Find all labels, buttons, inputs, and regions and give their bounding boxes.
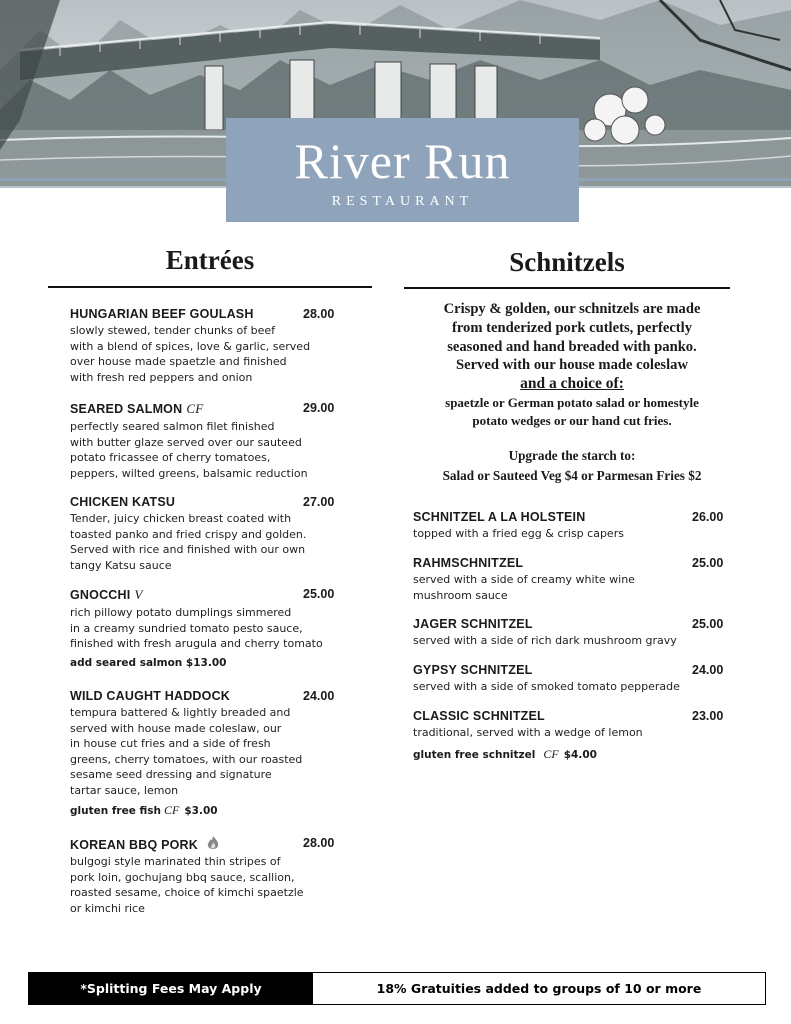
item-price: 25.00 xyxy=(692,556,724,570)
menu-item xyxy=(413,617,733,649)
logo-box xyxy=(226,118,579,222)
schnitzels-rule xyxy=(404,287,730,289)
item-description: rich pillowy potato dumplings simmered in a creamy sundried tomato pesto sauce, finished with fresh arugula and cherry tomato xyxy=(70,606,323,651)
menu-item xyxy=(413,510,733,542)
entrees-rule xyxy=(48,286,372,288)
menu-item xyxy=(70,587,370,652)
menu-item xyxy=(70,689,370,799)
menu-item xyxy=(70,836,370,916)
item-tag: CF xyxy=(164,803,180,817)
addon-note: gluten free fish CF $3.00 xyxy=(70,803,218,817)
flame-icon xyxy=(207,836,219,851)
entrees-heading: Entrées xyxy=(165,245,255,275)
item-name: WILD CAUGHT HADDOCK xyxy=(70,689,231,703)
menu-item xyxy=(70,401,370,481)
item-description: bulgogi style marinated thin stripes of pork loin, gochujang bbq sauce, scallion, roasted sesame, choice of kimchi spaetzle or kimchi rice xyxy=(70,855,304,915)
item-name: KOREAN BBQ PORK xyxy=(70,836,370,852)
item-tag: CF xyxy=(186,401,204,416)
item-price: 27.00 xyxy=(303,495,335,509)
item-price: 29.00 xyxy=(303,401,335,415)
item-name: CLASSIC SCHNITZEL xyxy=(413,709,545,723)
item-description: traditional, served with a wedge of lemon xyxy=(413,726,643,739)
menu-item xyxy=(70,307,370,385)
item-description: Tender, juicy chicken breast coated with toasted panko and fried crispy and golden. Served with rice and finished with our own tangy Katsu sauce xyxy=(70,512,307,572)
item-name: SCHNITZEL A LA HOLSTEIN xyxy=(413,510,586,524)
item-price: 28.00 xyxy=(303,836,335,850)
item-price: 28.00 xyxy=(303,307,335,321)
item-tag: CF xyxy=(543,747,559,761)
item-name: JAGER SCHNITZEL xyxy=(413,617,533,631)
addon-note: add seared salmon $13.00 xyxy=(70,657,227,669)
item-description: perfectly seared salmon filet finished with butter glaze served over our sauteed potato fricassee of cherry tomatoes, peppers, wilted greens, balsamic reduction xyxy=(70,420,308,480)
footer-bar xyxy=(28,972,766,1005)
item-name: HUNGARIAN BEEF GOULASH xyxy=(70,307,254,321)
menu-item xyxy=(413,663,733,695)
upgrade-note: Upgrade the starch to: Salad or Sauteed Veg $4 or Parmesan Fries $2 xyxy=(442,448,702,483)
schnitzels-heading: Schnitzels xyxy=(509,247,625,277)
item-name: GNOCCHI V xyxy=(70,587,143,602)
item-description: slowly stewed, tender chunks of beef with a blend of spices, love & garlic, served over house made spaetzle and finished with fresh red peppers and onion xyxy=(70,324,311,384)
gluten-free-note: gluten free schnitzel CF $4.00 xyxy=(413,747,597,761)
gratuity-note: 18% Gratuities added to groups of 10 or more xyxy=(376,981,702,996)
item-price: 23.00 xyxy=(692,709,724,723)
restaurant-subtitle: RESTAURANT xyxy=(331,194,474,209)
item-price: 24.00 xyxy=(692,663,724,677)
item-description: served with a side of smoked tomato pepperade xyxy=(413,680,680,693)
item-description: tempura battered & lightly breaded and served with house made coleslaw, our in house cut fries and a side of fresh greens, cherry tomatoes, with our roasted sesame seed dressing and signature tartar sauce, lemon xyxy=(70,706,303,797)
item-price: 25.00 xyxy=(692,617,724,631)
restaurant-name: River Run xyxy=(294,133,511,189)
menu-item xyxy=(413,709,733,741)
item-price: 26.00 xyxy=(692,510,724,524)
choice-heading: and a choice of: xyxy=(520,375,624,393)
menu-item xyxy=(70,495,370,573)
item-description: topped with a fried egg & crisp capers xyxy=(413,527,624,540)
item-price: 24.00 xyxy=(303,689,335,703)
item-description: served with a side of creamy white wine mushroom sauce xyxy=(413,573,635,602)
item-price: 25.00 xyxy=(303,587,335,601)
item-name: SEARED SALMON CF xyxy=(70,401,204,416)
schnitzel-intro: Crispy & golden, our schnitzels are made from tenderized pork cutlets, perfectly seasoned and hand breaded with panko. Served with our house made coleslaw and a choice of: spaetzle or German potato salad or homestyle potato wedges or our hand cut fries. xyxy=(408,300,736,430)
item-tag: V xyxy=(134,587,143,602)
splitting-fee-note: *Splitting Fees May Apply xyxy=(29,973,313,1004)
item-name: GYPSY SCHNITZEL xyxy=(413,663,533,677)
item-name: RAHMSCHNITZEL xyxy=(413,556,524,570)
item-name: CHICKEN KATSU xyxy=(70,495,176,509)
item-description: served with a side of rich dark mushroom gravy xyxy=(413,634,677,647)
menu-item xyxy=(413,556,733,603)
